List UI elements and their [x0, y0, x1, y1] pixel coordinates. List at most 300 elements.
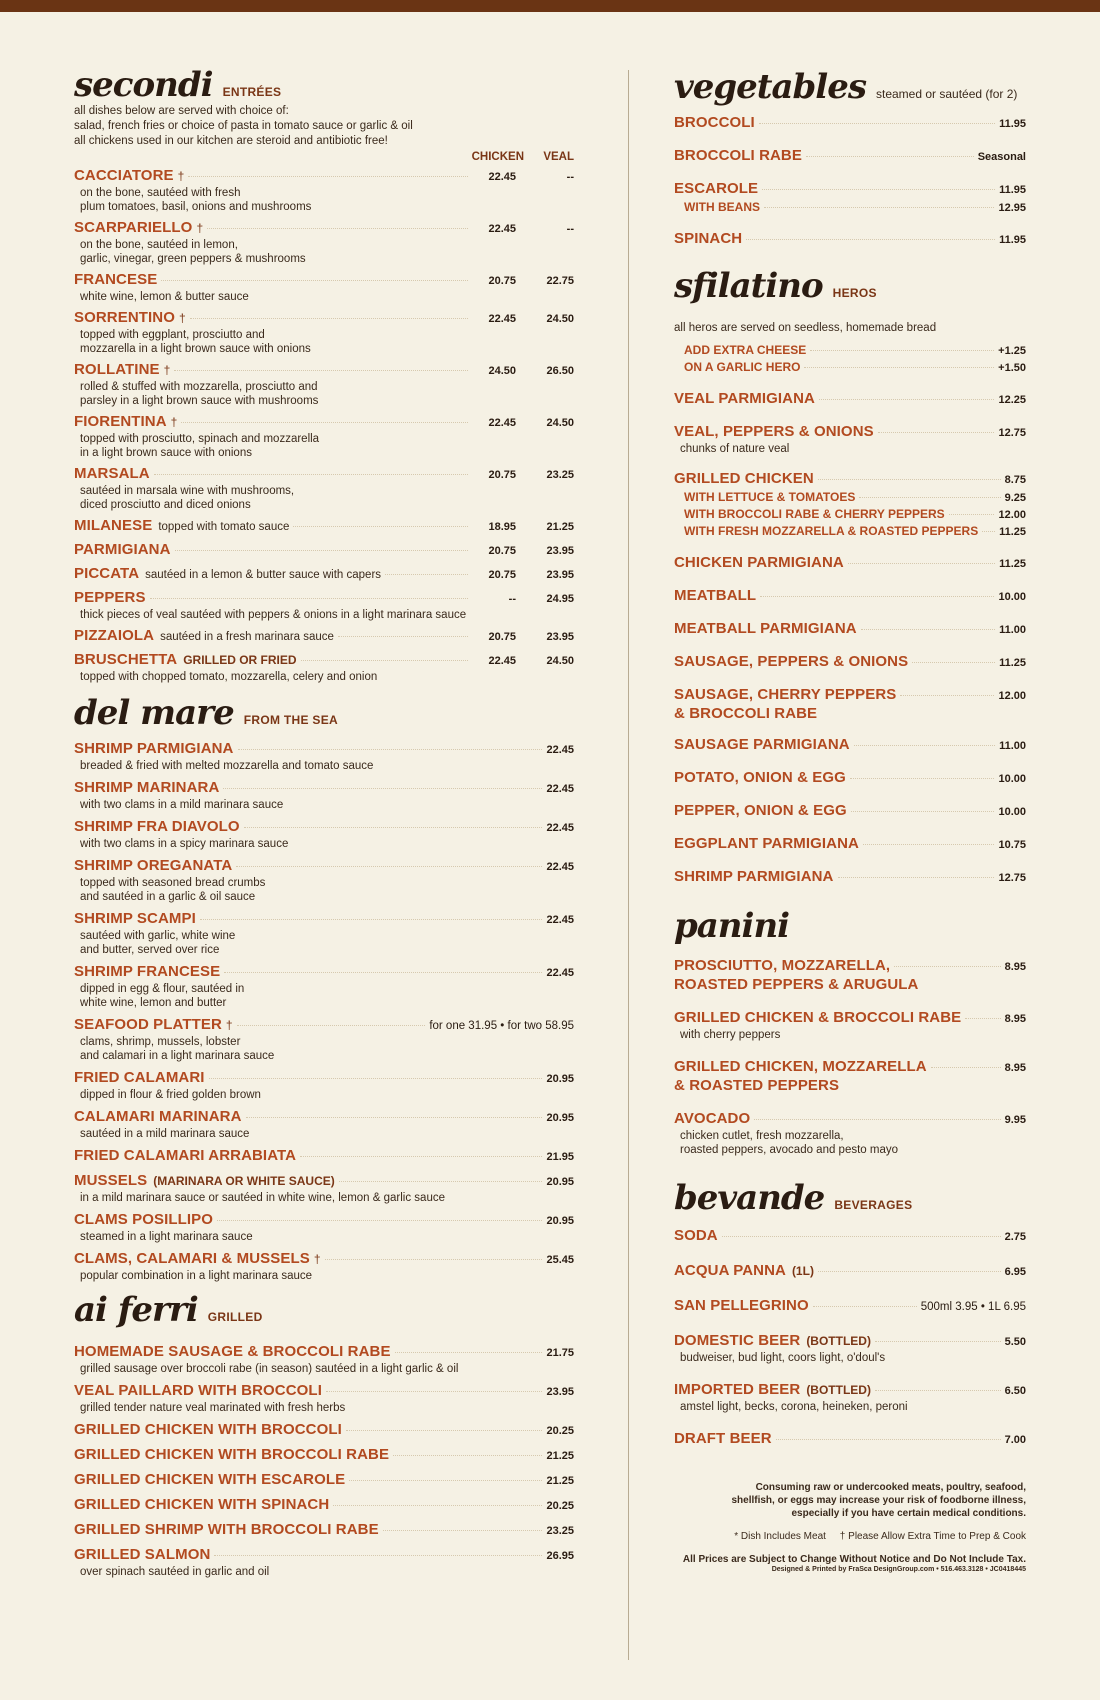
price-chicken: 20.75 [488, 631, 516, 643]
menu-item-description: thick pieces of veal sautéed with peppers & onions in a light marinara sauce [80, 609, 467, 621]
menu-item-variant [674, 506, 1026, 523]
menu-item-price: 10.75 [998, 839, 1026, 851]
hero-extra [674, 342, 1026, 359]
top-border [0, 0, 1100, 12]
menu-item [74, 963, 574, 1010]
menu-item-row [674, 653, 1026, 672]
menu-item-price: 12.75 [998, 872, 1026, 884]
section-header [674, 907, 1026, 945]
menu-item-name: AVOCADO [674, 1110, 751, 1127]
menu-item-option: GRILLED OR FRIED [183, 653, 297, 667]
dotted-leader [300, 1156, 542, 1157]
menu-item [674, 470, 1026, 540]
dotted-leader [224, 972, 542, 973]
section-note: salad, french fries or choice of pasta in tomato sauce or garlic & oil [74, 120, 413, 132]
section-title: bevande [674, 1178, 825, 1218]
menu-item [674, 1332, 1026, 1365]
menu-item-name: PIZZAIOLA [74, 627, 155, 644]
dagger-mark: † [177, 169, 185, 183]
price-veal: 23.95 [546, 545, 574, 557]
section-subtitle: BEVERAGES [834, 1198, 913, 1212]
menu-item-description: popular combination in a light marinara sauce [80, 1270, 313, 1282]
menu-item-name: DOMESTIC BEER [674, 1332, 801, 1349]
section-subtitle: steamed or sautéed (for 2) [876, 87, 1018, 101]
menu-item-name: GRILLED SHRIMP WITH BROCCOLI RABE [74, 1521, 379, 1538]
menu-item-inline-desc: sautéed in a fresh marinara sauce [160, 631, 334, 643]
menu-item-price: 10.00 [998, 806, 1026, 818]
dotted-leader [236, 866, 542, 867]
menu-item [74, 651, 574, 684]
menu-item-price: 500ml 3.95 • 1L 6.95 [920, 1301, 1026, 1313]
menu-item-price: 12.00 [998, 690, 1026, 702]
menu-item-name: CLAMS, CALAMARI & MUSSELS [74, 1250, 310, 1267]
dotted-leader [200, 919, 543, 920]
menu-item [74, 779, 574, 812]
section-header [674, 1179, 1026, 1217]
menu-item-name-line2: & ROASTED PEPPERS [674, 1077, 840, 1094]
price-chicken: 22.45 [488, 313, 516, 325]
dotted-leader [209, 1078, 543, 1079]
menu-item-price: 8.95 [1004, 961, 1026, 973]
menu-item [74, 1446, 574, 1465]
dotted-leader [851, 811, 995, 812]
price-chicken: 22.45 [488, 223, 516, 235]
section-sfilatino [674, 267, 1026, 887]
menu-item-description: grilled tender nature veal marinated with fresh herbs [80, 1402, 346, 1414]
column-header-veal: VEAL [543, 151, 574, 163]
menu-item-name: EGGPLANT PARMIGIANA [674, 835, 859, 852]
menu-item-name: GRILLED CHICKEN WITH BROCCOLI [74, 1421, 342, 1438]
menu-item-row [74, 1069, 574, 1088]
menu-item-description: garlic, vinegar, green peppers & mushrooms [80, 253, 306, 265]
menu-item-row [674, 230, 1026, 249]
menu-item [674, 1058, 1026, 1094]
menu-item-description: chunks of nature veal [680, 443, 790, 455]
menu-item-description: amstel light, becks, corona, heineken, peroni [680, 1401, 908, 1413]
dotted-leader [338, 636, 468, 637]
dotted-leader [900, 695, 994, 696]
price-veal: 24.50 [546, 417, 574, 429]
menu-item-row [74, 1147, 574, 1166]
dotted-leader [982, 531, 995, 532]
menu-item-price: Seasonal [977, 151, 1026, 163]
menu-item [674, 423, 1026, 456]
menu-item [74, 1147, 574, 1166]
menu-item-option: (BOTTLED) [806, 1334, 871, 1348]
menu-item-name: FRIED CALAMARI ARRABIATA [74, 1147, 297, 1164]
menu-item-description: topped with chopped tomato, mozzarella, celery and onion [80, 671, 378, 683]
menu-item-row [674, 835, 1026, 854]
menu-item [74, 1343, 574, 1376]
menu-item [74, 1546, 574, 1579]
dagger-mark: † [196, 221, 204, 235]
menu-item-description: sautéed in a mild marinara sauce [80, 1128, 250, 1140]
menu-item [674, 1430, 1026, 1449]
menu-item-description: and sautéed in a garlic & oil sauce [80, 891, 256, 903]
menu-item [74, 818, 574, 851]
menu-item [674, 686, 1026, 722]
menu-item-name: VEAL PARMIGIANA [674, 390, 815, 407]
right-column [674, 66, 1026, 1573]
menu-item-name: GRILLED CHICKEN WITH BROCCOLI RABE [74, 1446, 390, 1463]
dotted-leader [854, 745, 995, 746]
section-bevande [674, 1179, 1026, 1449]
menu-item [674, 1227, 1026, 1246]
variant-name: WITH BROCCOLI RABE & CHERRY PEPPERS [684, 507, 945, 521]
menu-item-row [74, 541, 574, 560]
menu-item-price: 8.95 [1004, 1013, 1026, 1025]
menu-item-row [674, 390, 1026, 409]
menu-item-price: 20.95 [546, 1176, 574, 1188]
menu-item-row [74, 517, 574, 536]
dotted-leader [810, 350, 994, 351]
price-veal: 23.95 [546, 569, 574, 581]
dotted-leader [238, 749, 543, 750]
menu-item [74, 361, 574, 408]
dotted-leader [174, 370, 468, 371]
menu-item-row [74, 589, 574, 608]
menu-item-name: ACQUA PANNA [674, 1262, 786, 1279]
menu-item-row [674, 769, 1026, 788]
menu-item-name: PROSCIUTTO, MOZZARELLA, [674, 957, 891, 974]
menu-item-row [74, 465, 574, 484]
menu-item-name: SHRIMP OREGANATA [74, 857, 233, 874]
menu-item-name: GRILLED SALMON [74, 1546, 211, 1563]
menu-item [674, 802, 1026, 821]
menu-item-description: in a light brown sauce with onions [80, 447, 252, 459]
menu-item [674, 1381, 1026, 1414]
dotted-leader [863, 844, 995, 845]
footer [674, 1481, 1026, 1573]
menu-item-name: SORRENTINO [74, 309, 176, 326]
menu-item-name: SCARPARIELLO [74, 219, 193, 236]
price-veal: -- [566, 223, 574, 235]
menu-item-name: SODA [674, 1227, 718, 1244]
price-veal: 24.50 [546, 655, 574, 667]
dotted-leader [813, 1306, 917, 1307]
dotted-leader [237, 1025, 426, 1026]
menu-item-price: 6.95 [1004, 1266, 1026, 1278]
menu-item [74, 1108, 574, 1141]
menu-item-price: 22.45 [546, 914, 574, 926]
menu-item-name: GRILLED CHICKEN & BROCCOLI RABE [674, 1009, 962, 1026]
menu-item-row [74, 361, 574, 380]
dotted-leader [150, 598, 468, 599]
variant-price: 11.25 [999, 526, 1026, 538]
menu-item-price: 11.95 [999, 234, 1026, 246]
menu-item-row [74, 1471, 574, 1490]
menu-item-row [674, 620, 1026, 639]
menu-item-row [74, 413, 574, 432]
menu-item-row [74, 651, 574, 670]
menu-item-description: chicken cutlet, fresh mozzarella, [680, 1130, 844, 1142]
price-column-headers [74, 151, 574, 163]
dotted-leader [175, 550, 468, 551]
menu-item-row [74, 565, 574, 584]
price-chicken: 20.75 [488, 545, 516, 557]
menu-item-price: 7.00 [1004, 1434, 1026, 1446]
menu-item [74, 1211, 574, 1244]
menu-item-row [674, 1262, 1026, 1281]
menu-item-row [674, 180, 1026, 199]
dotted-leader [818, 479, 1001, 480]
menu-item [74, 565, 574, 584]
menu-item [74, 1250, 574, 1283]
menu-item-price: 11.00 [999, 740, 1026, 752]
dotted-leader [722, 1236, 1001, 1237]
section-header [674, 267, 1026, 305]
dotted-leader [838, 877, 995, 878]
dotted-leader [806, 156, 974, 157]
dotted-leader [301, 660, 468, 661]
dagger-mark: † [225, 1018, 233, 1032]
menu-item-price: 11.95 [999, 118, 1026, 130]
variant-name: WITH LETTUCE & TOMATOES [684, 490, 856, 504]
menu-item-row [674, 736, 1026, 755]
menu-item-option: (BOTTLED) [806, 1383, 871, 1397]
menu-item-price: 21.95 [546, 1151, 574, 1163]
menu-item-description: dipped in egg & flour, sautéed in [80, 983, 245, 995]
dotted-leader [383, 1530, 543, 1531]
price-veal: 23.25 [546, 469, 574, 481]
menu-item-price: 21.25 [546, 1475, 574, 1487]
dotted-leader [818, 1271, 1001, 1272]
menu-item-row [674, 686, 1026, 705]
menu-item-name: IMPORTED BEER [674, 1381, 801, 1398]
menu-item-row [74, 271, 574, 290]
dotted-leader [293, 526, 468, 527]
menu-item-price: for one 31.95 • for two 58.95 [429, 1020, 574, 1032]
price-chicken: 24.50 [488, 365, 516, 377]
menu-item-row [74, 779, 574, 798]
menu-item-name: CLAMS POSILLIPO [74, 1211, 214, 1228]
menu-item-price: 2.75 [1004, 1231, 1026, 1243]
menu-item [674, 868, 1026, 887]
section-title: vegetables [674, 67, 866, 107]
section-title: ai ferri [74, 1290, 198, 1330]
dotted-leader [161, 280, 468, 281]
dotted-leader [223, 788, 542, 789]
menu-item-row [74, 740, 574, 759]
menu-item [74, 627, 574, 646]
menu-item-price: 5.50 [1004, 1336, 1026, 1348]
menu-item-description: white wine, lemon and butter [80, 997, 227, 1009]
menu-item-description: on the bone, sautéed with fresh [80, 187, 241, 199]
price-veal: -- [566, 171, 574, 183]
menu-item [674, 390, 1026, 409]
column-divider [628, 70, 629, 1660]
dotted-leader [848, 563, 995, 564]
menu-item-name: SHRIMP FRA DIAVOLO [74, 818, 240, 835]
dotted-leader [190, 318, 468, 319]
menu-item-row [674, 1110, 1026, 1129]
menu-item-name: MEATBALL [674, 587, 757, 604]
dotted-leader [759, 123, 995, 124]
designer-credit: Designed & Printed by FraSca DesignGroup.com • 516.463.3128 • JC0418445 [771, 1566, 1026, 1573]
dotted-leader [875, 1390, 1001, 1391]
dagger-mark: † [179, 311, 186, 325]
menu-item-row [74, 1172, 574, 1191]
menu-item-name: VEAL, PEPPERS & ONIONS [674, 423, 874, 440]
menu-item-name: FRIED CALAMARI [74, 1069, 205, 1086]
menu-item-option: (1L) [791, 1264, 814, 1278]
menu-item-row [74, 1521, 574, 1540]
menu-item-row [74, 219, 574, 238]
dotted-leader [385, 574, 468, 575]
section-vegetables [674, 68, 1026, 249]
dotted-leader [214, 1555, 542, 1556]
menu-item [674, 554, 1026, 573]
menu-item [74, 1421, 574, 1440]
menu-item-row-2 [674, 1077, 1026, 1094]
menu-item-row [674, 1297, 1026, 1316]
section-note: all dishes below are served with choice of: [74, 105, 289, 117]
column-header-chicken: CHICKEN [471, 151, 524, 163]
menu-item-row [674, 470, 1026, 489]
legend: * Dish Includes Meat † Please Allow Extra Time to Prep & Cook [734, 1531, 1026, 1542]
variant-price: 12.00 [998, 509, 1026, 521]
section-note: all heros are served on seedless, homemade bread [674, 322, 937, 334]
menu-item [74, 1471, 574, 1490]
dagger-mark: † [163, 363, 171, 377]
menu-item-description: in a mild marinara sauce or sautéed in white wine, lemon & garlic sauce [80, 1192, 445, 1204]
menu-item-price: 10.00 [998, 591, 1026, 603]
menu-item-description: plum tomatoes, basil, onions and mushrooms [80, 201, 312, 213]
menu-item-name: BRUSCHETTA [74, 651, 178, 668]
menu-item [74, 1069, 574, 1102]
menu-item [74, 910, 574, 957]
dotted-leader [762, 189, 995, 190]
menu-item-variant [674, 489, 1026, 506]
menu-item [74, 1382, 574, 1415]
price-chicken: 22.45 [488, 171, 516, 183]
menu-item-description: with two clams in a mild marinara sauce [80, 799, 284, 811]
menu-item-row [674, 1058, 1026, 1077]
menu-item [674, 1110, 1026, 1157]
menu-item-price: 10.00 [998, 773, 1026, 785]
menu-item [74, 857, 574, 904]
menu-item-description: with cherry peppers [680, 1029, 781, 1041]
menu-item-price: 21.75 [546, 1347, 574, 1359]
menu-item-price: 20.25 [546, 1500, 574, 1512]
menu-item-price: 22.45 [546, 967, 574, 979]
menu-item-name: BROCCOLI [674, 114, 755, 131]
menu-item-row [674, 554, 1026, 573]
menu-item-price: 8.95 [1004, 1062, 1026, 1074]
section-title: panini [674, 906, 790, 946]
menu-item-description: grilled sausage over broccoli rabe (in season) sautéed in a light garlic & oil [80, 1363, 459, 1375]
health-warning: especially if you have certain medical conditions. [791, 1508, 1026, 1519]
menu-item-name: SHRIMP FRANCESE [74, 963, 221, 980]
section-subtitle: FROM THE SEA [243, 713, 338, 727]
menu-item-price: 11.00 [999, 624, 1026, 636]
menu-item-row [674, 1381, 1026, 1400]
health-warning: shellfish, or eggs may increase your risk of foodborne illness, [731, 1495, 1026, 1506]
menu-item-name: PARMIGIANA [74, 541, 171, 558]
menu-item-price: 20.95 [546, 1112, 574, 1124]
menu-item [74, 309, 574, 356]
dotted-leader [776, 1439, 1001, 1440]
menu-item-price: 20.95 [546, 1215, 574, 1227]
menu-item-description: and butter, served over rice [80, 944, 220, 956]
dotted-leader [188, 176, 468, 177]
menu-item-name: PEPPERS [74, 589, 146, 606]
dotted-leader [819, 399, 995, 400]
menu-item-row-2 [674, 705, 1026, 722]
dotted-leader [333, 1505, 542, 1506]
menu-item-row [674, 587, 1026, 606]
menu-item [74, 1496, 574, 1515]
dotted-leader [246, 1117, 543, 1118]
section-title: secondi [74, 65, 213, 105]
menu-item-row [74, 857, 574, 876]
menu-item-name: MUSSELS [74, 1172, 148, 1189]
price-chicken: 20.75 [488, 469, 516, 481]
menu-item-name: POTATO, ONION & EGG [674, 769, 846, 786]
dotted-leader [760, 596, 994, 597]
menu-item [674, 957, 1026, 993]
menu-item-price: 9.95 [1004, 1114, 1026, 1126]
menu-item-description: dipped in flour & fried golden brown [80, 1089, 261, 1101]
menu-item [74, 740, 574, 773]
price-veal: 22.75 [546, 275, 574, 287]
menu-item-row [674, 957, 1026, 976]
menu-item [74, 541, 574, 560]
menu-item [74, 1016, 574, 1063]
menu-item-name: FRANCESE [74, 271, 158, 288]
menu-item-name: SEAFOOD PLATTER [74, 1016, 222, 1033]
dotted-leader [931, 1067, 1001, 1068]
menu-item-description: topped with prosciutto, spinach and mozzarella [80, 433, 320, 445]
menu-item-price: 20.95 [546, 1073, 574, 1085]
menu-item-description: parsley in a light brown sauce with mushrooms [80, 395, 319, 407]
menu-item-description: mozzarella in a light brown sauce with onions [80, 343, 311, 355]
menu-item-row [674, 802, 1026, 821]
menu-item-row [74, 818, 574, 837]
price-veal: 23.95 [546, 631, 574, 643]
menu-item-name: SHRIMP MARINARA [74, 779, 220, 796]
extra-price: +1.50 [998, 362, 1026, 374]
menu-item-row [74, 1496, 574, 1515]
menu-item-price: 22.45 [546, 822, 574, 834]
menu-item [74, 219, 574, 266]
menu-item-description: sautéed in marsala wine with mushrooms, [80, 485, 295, 497]
menu-item-description: roasted peppers, avocado and pesto mayo [680, 1144, 899, 1156]
menu-item-row [74, 1211, 574, 1230]
menu-item-price: 11.25 [999, 657, 1026, 669]
menu-item [674, 1009, 1026, 1042]
menu-item [674, 1297, 1026, 1316]
dotted-leader [395, 1352, 543, 1353]
menu-item-row [74, 167, 574, 186]
price-chicken: 22.45 [488, 655, 516, 667]
menu-item-variant [674, 523, 1026, 540]
menu-item-row [74, 1446, 574, 1465]
price-disclaimer: All Prices are Subject to Change Without Notice and Do Not Include Tax. [682, 1554, 1026, 1565]
extra-price: +1.25 [998, 345, 1026, 357]
hero-extra [674, 359, 1026, 376]
menu-item [674, 835, 1026, 854]
variant-price: 9.25 [1004, 492, 1026, 504]
menu-item-name: VEAL PAILLARD WITH BROCCOLI [74, 1382, 322, 1399]
menu-item-row-2 [674, 976, 1026, 993]
menu-item-row [674, 114, 1026, 133]
dotted-leader [894, 966, 1000, 967]
menu-item-name: SAUSAGE, CHERRY PEPPERS [674, 686, 897, 703]
dotted-leader [859, 497, 1000, 498]
menu-item-row [74, 1382, 574, 1401]
menu-item-name: HOMEMADE SAUSAGE & BROCCOLI RABE [74, 1343, 391, 1360]
